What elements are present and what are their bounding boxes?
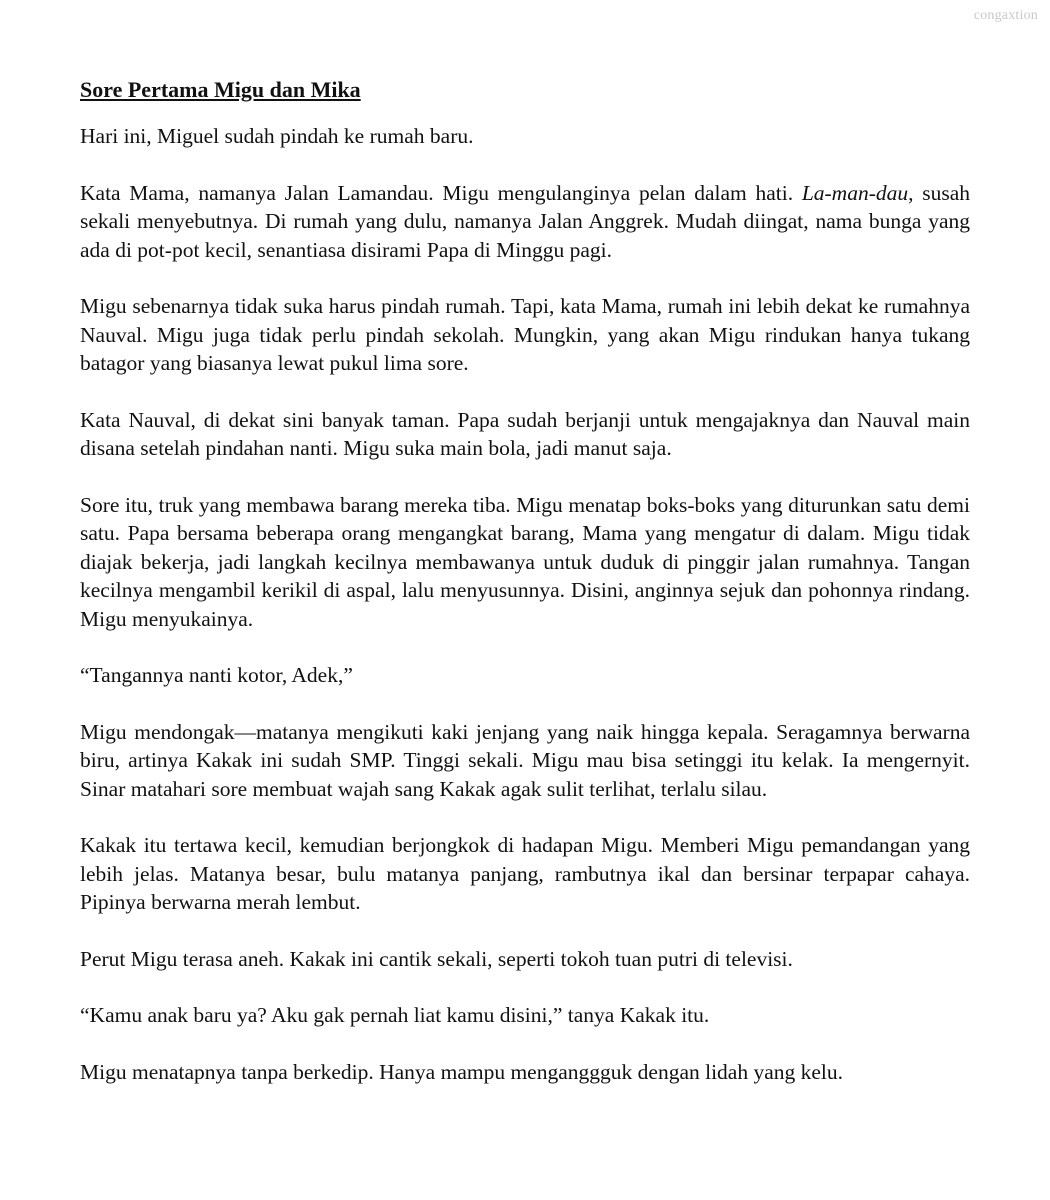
story-title: Sore Pertama Migu dan Mika bbox=[80, 77, 361, 102]
paragraph-2-italic: La-man-dau, bbox=[801, 180, 914, 205]
paragraph-7: Migu mendongak—matanya mengikuti kaki jenjang yang naik hingga kepala. Seragamnya berwarna biru, artinya Kakak ini sudah SMP. Tinggi sekali. Migu mau bisa setinggi itu kelak. Ia mengernyit. Sinar matahari sore membuat wajah sang Kakak agak sulit terlihat, terlalu silau. bbox=[80, 719, 970, 801]
paragraph-6-dialogue: “Tangannya nanti kotor, Adek,” bbox=[80, 663, 353, 687]
paragraph-11: Migu menatapnya tanpa berkedip. Hanya mampu menganggguk dengan lidah yang kelu. bbox=[80, 1059, 844, 1084]
paragraph-4: Kata Nauval, di dekat sini banyak taman. Papa sudah berjanji untuk mengajaknya dan Nauval main disana setelah pindahan nanti. Migu suka main bola, jadi manut saja. bbox=[80, 407, 970, 460]
paragraph-9: Perut Migu terasa aneh. Kakak ini cantik sekali, seperti tokoh tuan putri di televisi. bbox=[80, 946, 793, 971]
paragraph-2-part-a: Kata Mama, namanya Jalan Lamandau. Migu mengulanginya pelan dalam hati. bbox=[80, 180, 802, 205]
paragraph-8: Kakak itu tertawa kecil, kemudian berjongkok di hadapan Migu. Memberi Migu pemandangan yang lebih jelas. Matanya besar, bulu matanya panjang, rambutnya ikal dan bersinar terpapar cahaya. Pipinya berwarna merah lembut. bbox=[80, 833, 970, 914]
paragraph-5: Sore itu, truk yang membawa barang mereka tiba. Migu menatap boks-boks yang diturunkan satu demi satu. Papa bersama beberapa orang mengangkat barang, Mama yang mengatur di dalam. Migu tidak diajak bekerja, jadi langkah kecilnya membawanya untuk duduk di pinggir jalan rumahnya. Tangan kecilnya mengambil kerikil di aspal, lalu menyusunnya. Disini, anginnya sejuk dan pohonnya rindang. Migu menyukainya. bbox=[80, 492, 970, 631]
paragraph-10-dialogue: “Kamu anak baru ya? Aku gak pernah liat kamu disini,” tanya Kakak itu. bbox=[80, 1003, 710, 1027]
paragraph-2-part-b: susah sekali menyebutnya. Di rumah yang dulu, namanya Jalan Anggrek. Mudah diingat, nama bunga yang ada di pot-pot kecil, senantiasa disirami Papa di Minggu pagi. bbox=[80, 180, 970, 262]
paragraph-3: Migu sebenarnya tidak suka harus pindah rumah. Tapi, kata Mama, rumah ini lebih dekat ke rumahnya Nauval. Migu juga tidak perlu pindah sekolah. Mungkin, yang akan Migu rindukan hanya tukang batagor yang biasanya lewat pukul lima sore. bbox=[80, 294, 970, 375]
document-body bbox=[80, 74, 970, 1114]
paragraph-1: Hari ini, Miguel sudah pindah ke rumah baru. bbox=[80, 124, 474, 148]
watermark-text: congaxtion bbox=[973, 8, 1038, 23]
paragraph-2 bbox=[80, 179, 970, 265]
